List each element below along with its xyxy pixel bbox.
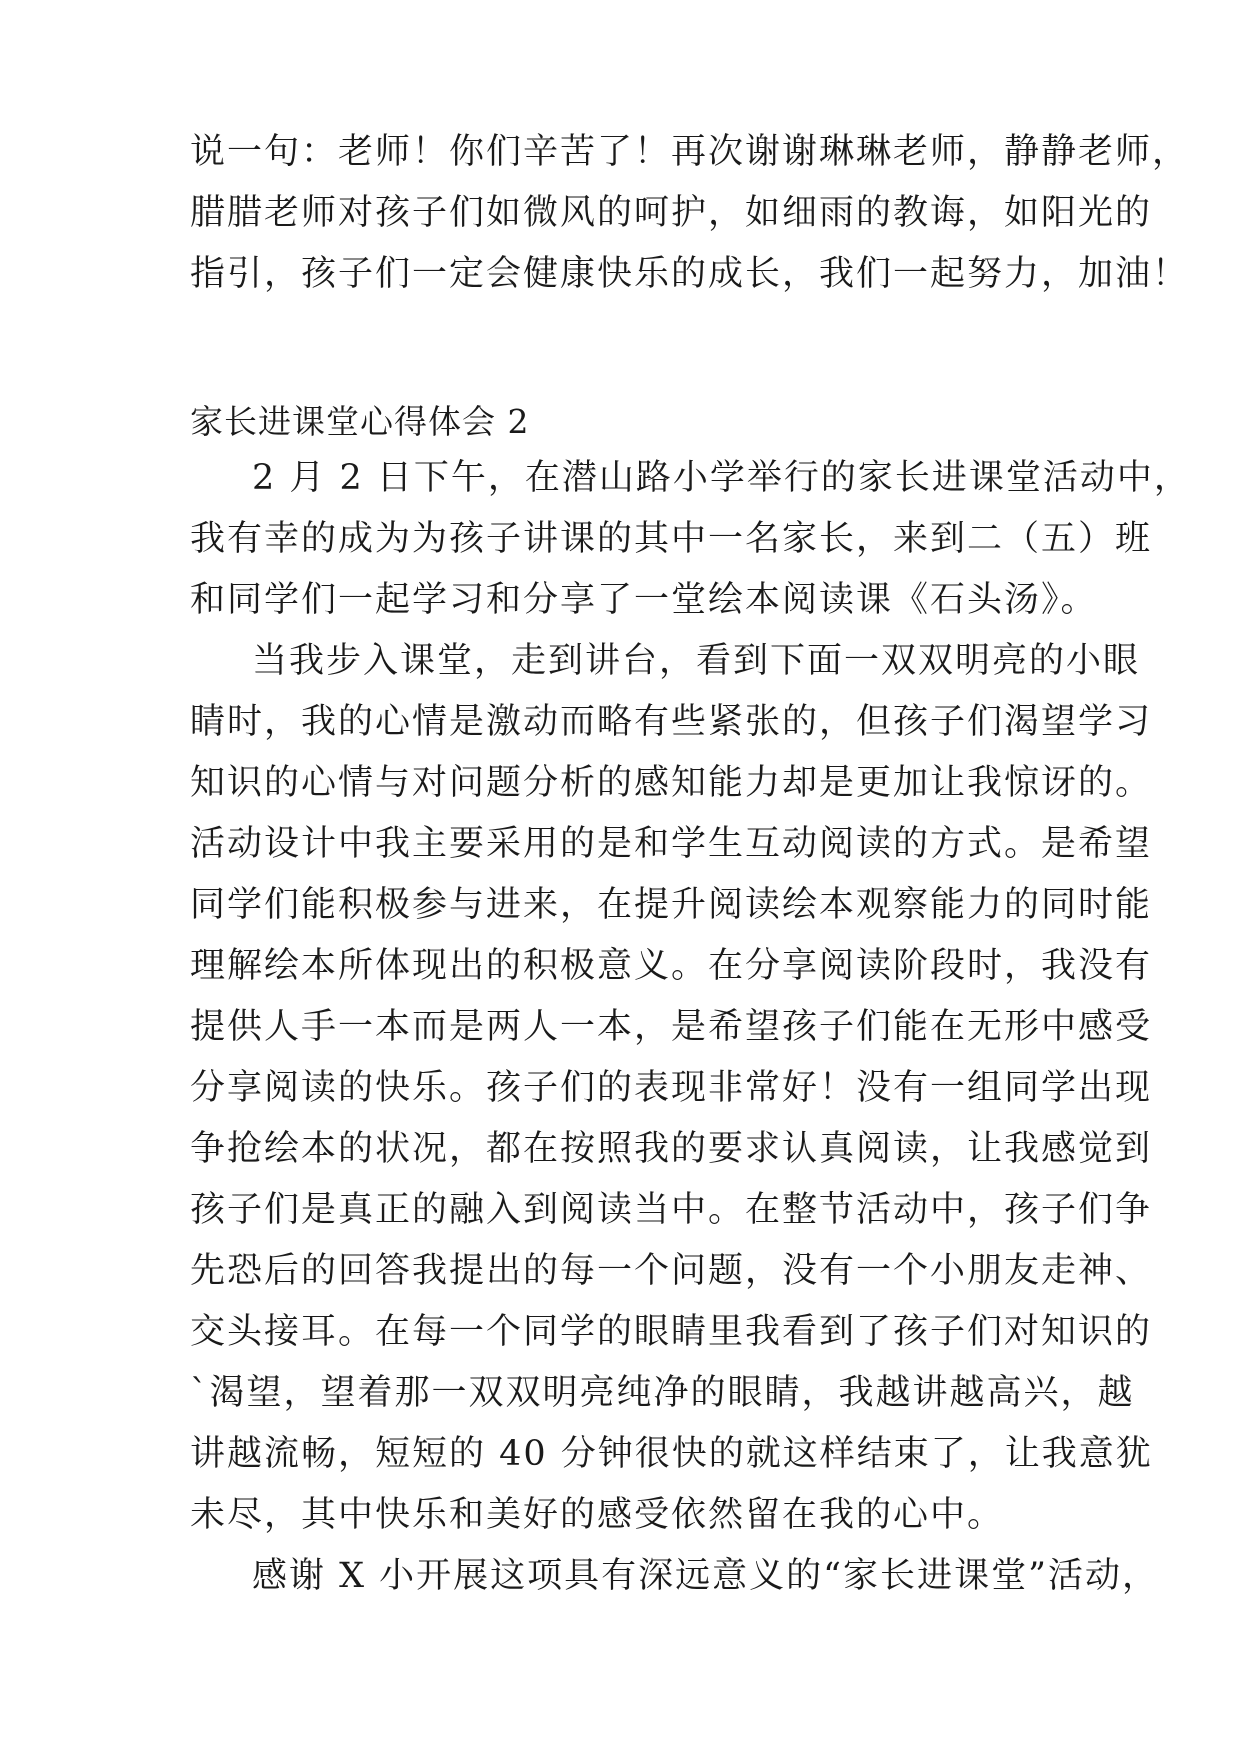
paragraph-line: 讲越流畅，短短的 40 分钟很快的就这样结束了，让我意犹	[190, 1434, 1153, 1474]
paragraph-line: 活动设计中我主要采用的是和学生互动阅读的方式。是希望	[190, 824, 1153, 864]
closing-paragraph	[190, 122, 1190, 305]
paragraph-line: 当我步入课堂，走到讲台，看到下面一双双明亮的小眼	[252, 641, 1141, 681]
paragraph-line: 说一句：老师！你们辛苦了！再次谢谢琳琳老师，静静老师，	[190, 132, 1190, 172]
paragraph-line: 我有幸的成为为孩子讲课的其中一名家长，来到二（五）班	[190, 519, 1153, 559]
paragraph-line: 理解绘本所体现出的积极意义。在分享阅读阶段时，我没有	[190, 946, 1153, 986]
paragraph-line: 先恐后的回答我提出的每一个问题，没有一个小朋友走神、	[190, 1251, 1153, 1291]
paragraph-line: 未尽，其中快乐和美好的感受依然留在我的心中。	[190, 1495, 1005, 1535]
paragraph-line: 争抢绘本的状况，都在按照我的要求认真阅读，让我感觉到	[190, 1129, 1153, 1169]
body-text	[190, 448, 1191, 1607]
paragraph-line: 提供人手一本而是两人一本，是希望孩子们能在无形中感受	[190, 1007, 1153, 1047]
paragraph-line: 2 月 2 日下午，在潜山路小学举行的家长进课堂活动中，	[252, 458, 1191, 498]
paragraph-line: 指引，孩子们一定会健康快乐的成长，我们一起努力，加油！	[190, 254, 1190, 294]
paragraph-line: 感谢 X 小开展这项具有深远意义的“家长进课堂”活动，	[252, 1556, 1159, 1596]
paragraph-line: 孩子们是真正的融入到阅读当中。在整节活动中，孩子们争	[190, 1190, 1153, 1230]
paragraph-line: 和同学们一起学习和分享了一堂绘本阅读课《石头汤》。	[190, 580, 1098, 620]
paragraph-line: 知识的心情与对问题分析的感知能力却是更加让我惊讶的。	[190, 763, 1153, 803]
paragraph-line: 睛时，我的心情是激动而略有些紧张的，但孩子们渴望学习	[190, 702, 1153, 742]
paragraph-line: 交头接耳。在每一个同学的眼睛里我看到了孩子们对知识的	[190, 1312, 1153, 1352]
paragraph-line: 分享阅读的快乐。孩子们的表现非常好！没有一组同学出现	[190, 1068, 1153, 1108]
section-heading	[190, 391, 1050, 452]
paragraph-line: 腊腊老师对孩子们如微风的呵护，如细雨的教诲，如阳光的	[190, 193, 1153, 233]
paragraph-line: 同学们能积极参与进来，在提升阅读绘本观察能力的同时能	[190, 885, 1153, 925]
section-heading-text: 家长进课堂心得体会 2	[190, 402, 530, 441]
paragraph-line: `渴望，望着那一双双明亮纯净的眼睛，我越讲越高兴，越	[190, 1373, 1135, 1413]
